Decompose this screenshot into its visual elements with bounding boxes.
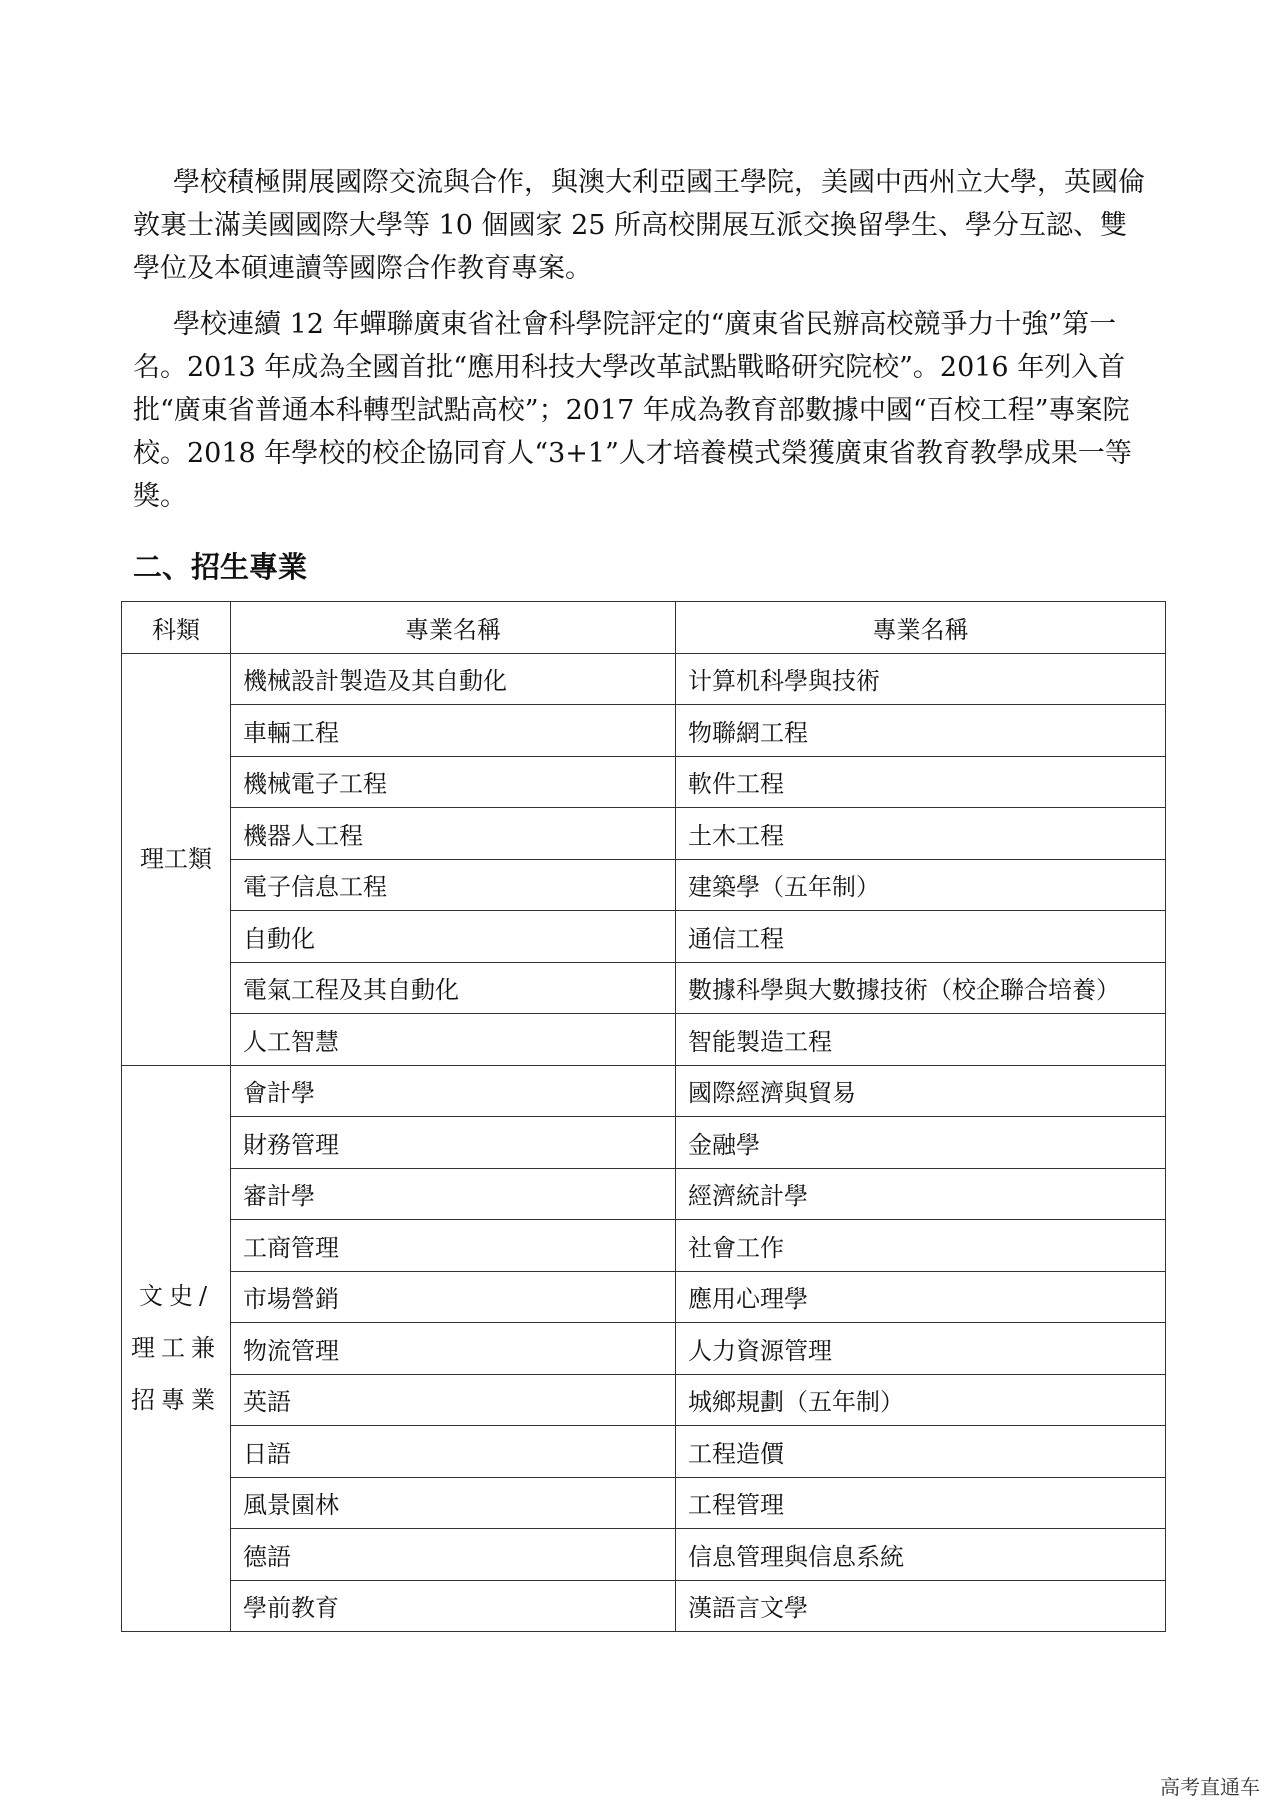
table-row bbox=[122, 653, 1166, 705]
major-cell-left: 機器人工程 bbox=[231, 808, 676, 860]
table-row bbox=[122, 1323, 1166, 1375]
major-cell-left: 財務管理 bbox=[231, 1117, 676, 1169]
intro-paragraph-international: 學校積極開展國際交流與合作，與澳大利亞國王學院，美國中西州立大學，英國倫敦裏士滿美國國際大學等 10 個國家 25 所高校開展互派交換留學生、學分互認、雙學位及本碩連讀等國際合作教育專案。 bbox=[133, 167, 1145, 284]
major-cell-right: 數據科學與大數據技術（校企聯合培養） bbox=[676, 962, 1166, 1014]
major-cell-left: 機械設計製造及其自動化 bbox=[231, 653, 676, 705]
table-row bbox=[122, 1117, 1166, 1169]
major-cell-right: 物聯網工程 bbox=[676, 705, 1166, 757]
major-cell-right: 工程管理 bbox=[676, 1477, 1166, 1529]
table-row bbox=[122, 1271, 1166, 1323]
major-cell-right: 漢語言文學 bbox=[676, 1580, 1166, 1632]
major-cell-left: 日語 bbox=[231, 1426, 676, 1478]
major-cell-right: 工程造價 bbox=[676, 1426, 1166, 1478]
table-row bbox=[122, 1426, 1166, 1478]
major-cell-left: 審計學 bbox=[231, 1168, 676, 1220]
major-cell-right: 土木工程 bbox=[676, 808, 1166, 860]
table-row bbox=[122, 705, 1166, 757]
major-cell-right: 社會工作 bbox=[676, 1220, 1166, 1272]
table-row bbox=[122, 808, 1166, 860]
major-cell-right: 计算机科學與技術 bbox=[676, 653, 1166, 705]
table-row bbox=[122, 1529, 1166, 1581]
major-cell-left: 自動化 bbox=[231, 911, 676, 963]
table-row bbox=[122, 1014, 1166, 1066]
major-cell-left: 電氣工程及其自動化 bbox=[231, 962, 676, 1014]
major-cell-left: 人工智慧 bbox=[231, 1014, 676, 1066]
major-cell-left: 電子信息工程 bbox=[231, 859, 676, 911]
major-cell-right: 信息管理與信息系統 bbox=[676, 1529, 1166, 1581]
intro-paragraph-honors: 學校連續 12 年蟬聯廣東省社會科學院評定的“廣東省民辦高校競爭力十強”第一名。2013 年成為全國首批“應用科技大學改革試點戰略研究院校”。2016 年列入首批“廣東省普通本科轉型試點高校”；2017 年成為教育部數據中國“百校工程”專案院校。2018 年學校的校企協同育人“3+1”人才培養模式榮獲廣東省教育教學成果一等獎。 bbox=[133, 309, 1132, 512]
table-row bbox=[122, 1477, 1166, 1529]
category-cell: 理工類 bbox=[122, 653, 231, 1065]
table-header-row bbox=[122, 602, 1166, 654]
table-row bbox=[122, 911, 1166, 963]
major-cell-right: 智能製造工程 bbox=[676, 1014, 1166, 1066]
table-row bbox=[122, 1168, 1166, 1220]
table-row bbox=[122, 962, 1166, 1014]
major-cell-left: 車輛工程 bbox=[231, 705, 676, 757]
major-cell-right: 通信工程 bbox=[676, 911, 1166, 963]
major-cell-left: 市場營銷 bbox=[231, 1271, 676, 1323]
header-category: 科類 bbox=[122, 602, 231, 654]
major-cell-left: 學前教育 bbox=[231, 1580, 676, 1632]
major-cell-left: 德語 bbox=[231, 1529, 676, 1581]
section-heading-majors: 二、招生專業 bbox=[133, 550, 308, 584]
major-cell-right: 人力資源管理 bbox=[676, 1323, 1166, 1375]
majors-table bbox=[121, 601, 1166, 1632]
major-cell-left: 會計學 bbox=[231, 1065, 676, 1117]
major-cell-right: 經濟統計學 bbox=[676, 1168, 1166, 1220]
table-body bbox=[122, 653, 1166, 1632]
table-row bbox=[122, 1220, 1166, 1272]
major-cell-right: 城鄉規劃（五年制） bbox=[676, 1374, 1166, 1426]
table-row bbox=[122, 1374, 1166, 1426]
major-cell-right: 建築學（五年制） bbox=[676, 859, 1166, 911]
major-cell-right: 國際經濟與貿易 bbox=[676, 1065, 1166, 1117]
table-row bbox=[122, 756, 1166, 808]
table-row bbox=[122, 1580, 1166, 1632]
major-cell-right: 軟件工程 bbox=[676, 756, 1166, 808]
category-cell: 文史/ 理工兼 招專業 bbox=[122, 1065, 231, 1632]
footer-watermark: 高考直通车 bbox=[1160, 1775, 1260, 1799]
major-cell-left: 工商管理 bbox=[231, 1220, 676, 1272]
major-cell-left: 英語 bbox=[231, 1374, 676, 1426]
table-row bbox=[122, 1065, 1166, 1117]
major-cell-left: 機械電子工程 bbox=[231, 756, 676, 808]
header-major-name-right: 專業名稱 bbox=[676, 602, 1166, 654]
header-major-name-left: 專業名稱 bbox=[231, 602, 676, 654]
major-cell-right: 金融學 bbox=[676, 1117, 1166, 1169]
major-cell-right: 應用心理學 bbox=[676, 1271, 1166, 1323]
major-cell-left: 風景園林 bbox=[231, 1477, 676, 1529]
major-cell-left: 物流管理 bbox=[231, 1323, 676, 1375]
table-row bbox=[122, 859, 1166, 911]
